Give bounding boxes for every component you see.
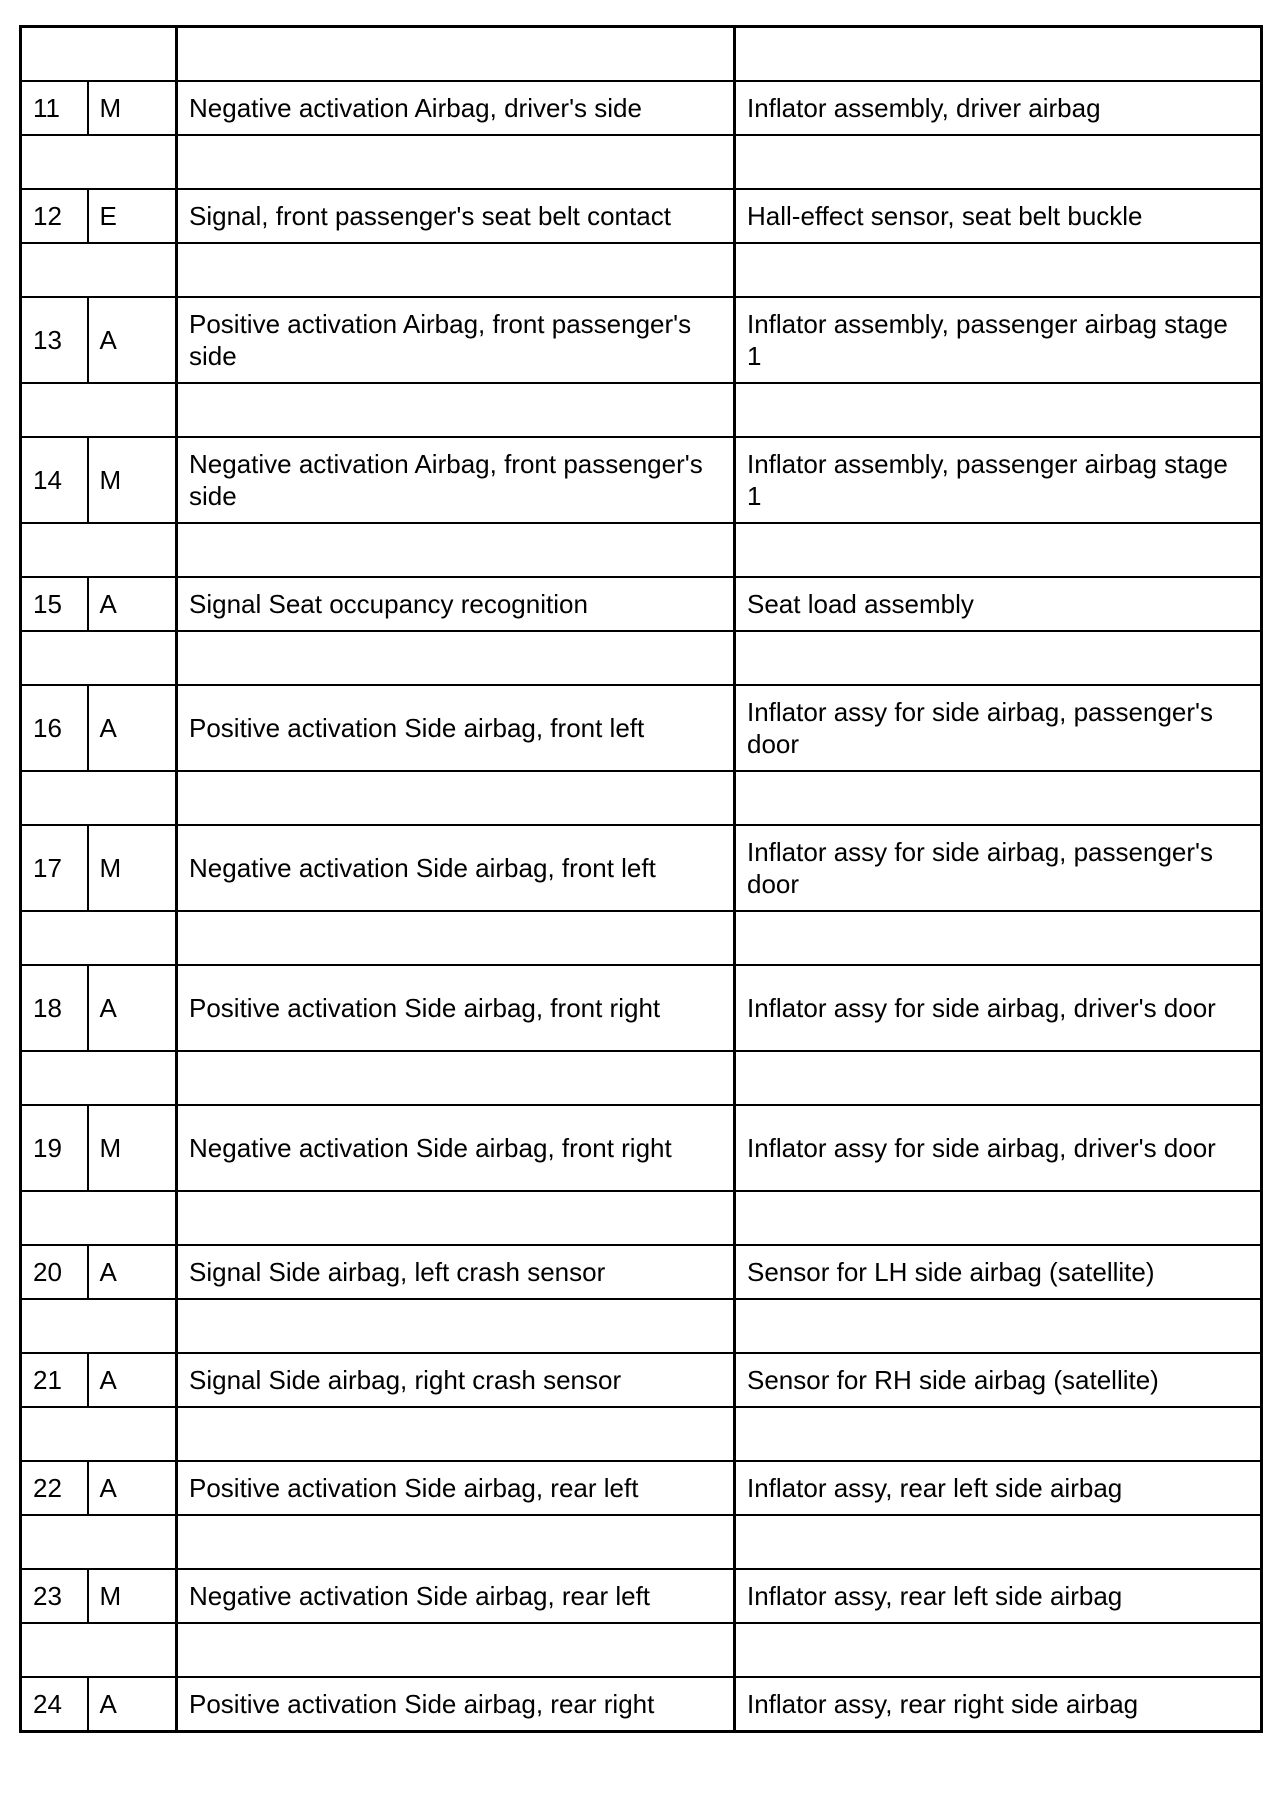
component-cell: Hall-effect sensor, seat belt buckle bbox=[735, 189, 1262, 243]
empty-cell bbox=[735, 631, 1262, 685]
pin-number-cell: 24 bbox=[21, 1677, 88, 1732]
spacer-row bbox=[21, 1623, 1262, 1677]
pin-number-cell: 17 bbox=[21, 825, 88, 911]
table-row bbox=[21, 1353, 1262, 1407]
empty-cell bbox=[21, 1299, 177, 1353]
spacer-row bbox=[21, 135, 1262, 189]
empty-cell bbox=[735, 1407, 1262, 1461]
empty-cell bbox=[177, 383, 735, 437]
description-cell: Positive activation Side airbag, front left bbox=[177, 685, 735, 771]
table-row bbox=[21, 81, 1262, 135]
description-cell: Negative activation Side airbag, rear left bbox=[177, 1569, 735, 1623]
empty-cell bbox=[735, 383, 1262, 437]
empty-cell bbox=[735, 1191, 1262, 1245]
pin-number-cell: 23 bbox=[21, 1569, 88, 1623]
pin-assignment-table bbox=[19, 25, 1263, 1733]
pin-number-cell: 21 bbox=[21, 1353, 88, 1407]
signal-type-cell: M bbox=[88, 825, 177, 911]
component-cell: Sensor for LH side airbag (satellite) bbox=[735, 1245, 1262, 1299]
empty-cell bbox=[735, 135, 1262, 189]
empty-cell bbox=[177, 1515, 735, 1569]
description-cell: Signal Seat occupancy recognition bbox=[177, 577, 735, 631]
empty-cell bbox=[177, 243, 735, 297]
table-row bbox=[21, 1569, 1262, 1623]
pin-number-cell: 11 bbox=[21, 81, 88, 135]
component-cell: Inflator assy for side airbag, passenger's door bbox=[735, 825, 1262, 911]
spacer-row bbox=[21, 911, 1262, 965]
pin-number-cell: 22 bbox=[21, 1461, 88, 1515]
empty-cell bbox=[177, 1623, 735, 1677]
empty-cell bbox=[21, 911, 177, 965]
spacer-row bbox=[21, 631, 1262, 685]
description-cell: Signal Side airbag, right crash sensor bbox=[177, 1353, 735, 1407]
table-row bbox=[21, 1245, 1262, 1299]
signal-type-cell: A bbox=[88, 577, 177, 631]
empty-cell bbox=[177, 771, 735, 825]
empty-cell bbox=[177, 135, 735, 189]
spacer-row bbox=[21, 771, 1262, 825]
description-cell: Positive activation Airbag, front passenger's side bbox=[177, 297, 735, 383]
spacer-row bbox=[21, 1051, 1262, 1105]
empty-cell bbox=[735, 1515, 1262, 1569]
description-cell: Signal Side airbag, left crash sensor bbox=[177, 1245, 735, 1299]
component-cell: Inflator assembly, passenger airbag stage 1 bbox=[735, 437, 1262, 523]
empty-cell bbox=[177, 911, 735, 965]
spacer-row bbox=[21, 383, 1262, 437]
empty-cell bbox=[735, 1299, 1262, 1353]
component-cell: Inflator assy, rear right side airbag bbox=[735, 1677, 1262, 1732]
component-cell: Inflator assy, rear left side airbag bbox=[735, 1569, 1262, 1623]
empty-cell bbox=[21, 771, 177, 825]
table-row bbox=[21, 437, 1262, 523]
component-cell: Sensor for RH side airbag (satellite) bbox=[735, 1353, 1262, 1407]
pin-number-cell: 19 bbox=[21, 1105, 88, 1191]
pin-number-cell: 18 bbox=[21, 965, 88, 1051]
empty-cell bbox=[177, 523, 735, 577]
empty-cell bbox=[21, 1407, 177, 1461]
empty-cell bbox=[735, 1623, 1262, 1677]
description-cell: Negative activation Airbag, driver's side bbox=[177, 81, 735, 135]
pin-number-cell: 12 bbox=[21, 189, 88, 243]
pin-number-cell: 14 bbox=[21, 437, 88, 523]
description-cell: Negative activation Side airbag, front left bbox=[177, 825, 735, 911]
table-row bbox=[21, 297, 1262, 383]
empty-cell bbox=[21, 523, 177, 577]
empty-cell bbox=[177, 1299, 735, 1353]
empty-cell bbox=[735, 1051, 1262, 1105]
table-row bbox=[21, 189, 1262, 243]
description-cell: Positive activation Side airbag, rear right bbox=[177, 1677, 735, 1732]
empty-cell bbox=[177, 27, 735, 82]
empty-cell bbox=[177, 631, 735, 685]
pin-number-cell: 13 bbox=[21, 297, 88, 383]
table-row bbox=[21, 1105, 1262, 1191]
empty-cell bbox=[21, 27, 177, 82]
empty-cell bbox=[21, 135, 177, 189]
empty-cell bbox=[735, 27, 1262, 82]
empty-cell bbox=[21, 1191, 177, 1245]
empty-cell bbox=[735, 771, 1262, 825]
signal-type-cell: M bbox=[88, 437, 177, 523]
empty-cell bbox=[21, 1623, 177, 1677]
description-cell: Positive activation Side airbag, rear left bbox=[177, 1461, 735, 1515]
description-cell: Negative activation Airbag, front passenger's side bbox=[177, 437, 735, 523]
description-cell: Signal, front passenger's seat belt contact bbox=[177, 189, 735, 243]
component-cell: Inflator assembly, passenger airbag stage 1 bbox=[735, 297, 1262, 383]
pin-number-cell: 16 bbox=[21, 685, 88, 771]
empty-cell bbox=[21, 631, 177, 685]
component-cell: Inflator assy for side airbag, driver's door bbox=[735, 1105, 1262, 1191]
empty-cell bbox=[177, 1191, 735, 1245]
empty-cell bbox=[21, 1515, 177, 1569]
signal-type-cell: A bbox=[88, 1461, 177, 1515]
signal-type-cell: A bbox=[88, 297, 177, 383]
signal-type-cell: A bbox=[88, 1245, 177, 1299]
component-cell: Inflator assembly, driver airbag bbox=[735, 81, 1262, 135]
signal-type-cell: A bbox=[88, 1353, 177, 1407]
spacer-row bbox=[21, 1515, 1262, 1569]
table-row bbox=[21, 685, 1262, 771]
spacer-row bbox=[21, 1407, 1262, 1461]
pin-number-cell: 15 bbox=[21, 577, 88, 631]
signal-type-cell: M bbox=[88, 1105, 177, 1191]
description-cell: Negative activation Side airbag, front right bbox=[177, 1105, 735, 1191]
empty-cell bbox=[735, 243, 1262, 297]
table-row bbox=[21, 1677, 1262, 1732]
component-cell: Inflator assy for side airbag, passenger's door bbox=[735, 685, 1262, 771]
table-row bbox=[21, 825, 1262, 911]
signal-type-cell: E bbox=[88, 189, 177, 243]
signal-type-cell: A bbox=[88, 965, 177, 1051]
empty-cell bbox=[177, 1407, 735, 1461]
empty-cell bbox=[21, 243, 177, 297]
empty-cell bbox=[177, 1051, 735, 1105]
description-cell: Positive activation Side airbag, front right bbox=[177, 965, 735, 1051]
pin-number-cell: 20 bbox=[21, 1245, 88, 1299]
table-row bbox=[21, 1461, 1262, 1515]
empty-cell bbox=[735, 523, 1262, 577]
spacer-row bbox=[21, 243, 1262, 297]
component-cell: Inflator assy, rear left side airbag bbox=[735, 1461, 1262, 1515]
component-cell: Inflator assy for side airbag, driver's door bbox=[735, 965, 1262, 1051]
empty-cell bbox=[735, 911, 1262, 965]
empty-cell bbox=[21, 383, 177, 437]
spacer-row bbox=[21, 27, 1262, 82]
spacer-row bbox=[21, 1191, 1262, 1245]
spacer-row bbox=[21, 1299, 1262, 1353]
signal-type-cell: A bbox=[88, 685, 177, 771]
table-row bbox=[21, 965, 1262, 1051]
table-body bbox=[21, 27, 1262, 1732]
spacer-row bbox=[21, 523, 1262, 577]
component-cell: Seat load assembly bbox=[735, 577, 1262, 631]
signal-type-cell: M bbox=[88, 81, 177, 135]
signal-type-cell: A bbox=[88, 1677, 177, 1732]
empty-cell bbox=[21, 1051, 177, 1105]
signal-type-cell: M bbox=[88, 1569, 177, 1623]
table-row bbox=[21, 577, 1262, 631]
